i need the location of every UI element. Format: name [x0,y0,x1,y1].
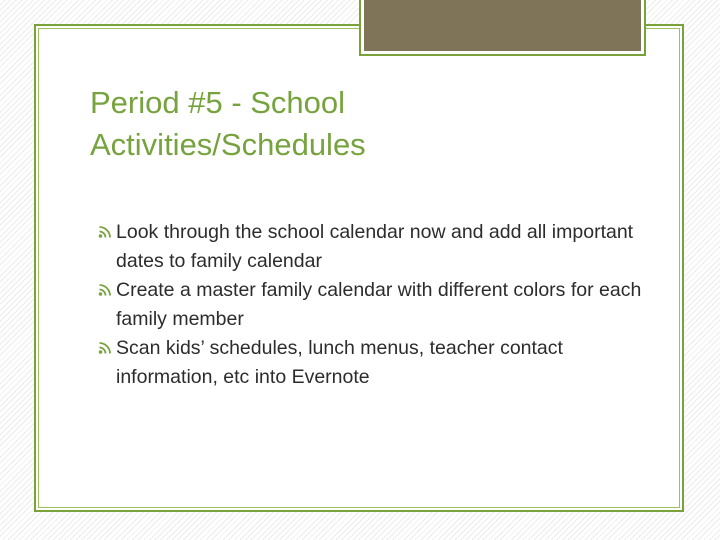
slide-title-line-1: Period #5 - School [90,85,346,120]
feed-bullet-icon [98,225,114,239]
bullet-text: Create a master family calendar with different colors for each family member [116,279,642,330]
bullet-item [98,276,658,334]
slide-title [90,82,650,166]
bullet-text: Look through the school calendar now and add all important dates to family calendar [116,221,634,272]
feed-bullet-icon [98,341,114,355]
bullet-item [98,218,658,276]
bullet-text: Scan kids’ schedules, lunch menus, teacher contact information, etc into Evernote [116,337,563,388]
slide-title-line-2: Activities/Schedules [90,127,366,162]
bullet-list [98,218,658,392]
bullet-item [98,334,658,392]
header-tab [364,0,641,51]
feed-bullet-icon [98,283,114,297]
